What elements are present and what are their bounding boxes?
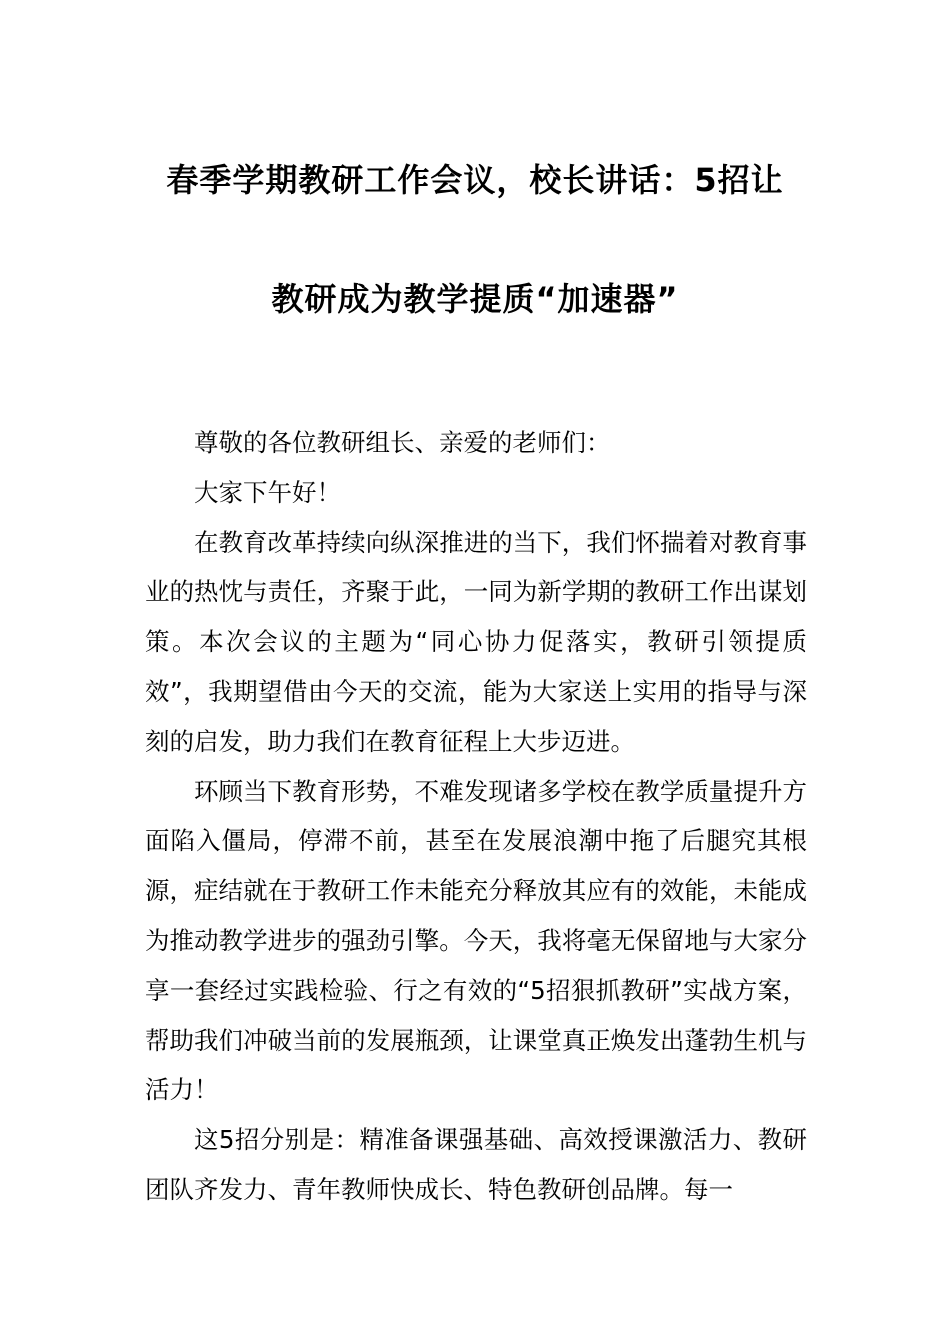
- document-body: [145, 418, 807, 1215]
- document-title-line-1: 春季学期教研工作会议，校长讲话：5招让: [166, 161, 784, 199]
- salutation-paragraph: 尊敬的各位教研组长、亲爱的老师们：: [194, 428, 611, 457]
- intro-paragraph: 在教育改革持续向纵深推进的当下，我们怀揣着对教育事业的热忱与责任，齐聚于此，一同为新学期的教研工作出谋划策。本次会议的主题为“同心协力促落实，教研引领提质效”，我期望借由今天的交流，能为大家送上实用的指导与深刻的启发，助力我们在教育征程上大步迈进。: [145, 527, 807, 756]
- five-strategies-paragraph: 这5招分别是：精准备课强基础、高效授课激活力、教研团队齐发力、青年教师快成长、特色教研创品牌。每一: [145, 1125, 807, 1204]
- document-title-line-2: 教研成为教学提质“加速器”: [271, 280, 679, 318]
- context-paragraph: 环顾当下教育形势，不难发现诸多学校在教学质量提升方面陷入僵局，停滞不前，甚至在发展浪潮中拖了后腿究其根源，症结就在于教研工作未能充分释放其应有的效能，未能成为推动教学进步的强劲引擎。今天，我将毫无保留地与大家分享一套经过实践检验、行之有效的“5招狠抓教研”实战方案，帮助我们冲破当前的发展瓶颈，让课堂真正焕发出蓬勃生机与活力！: [145, 776, 807, 1105]
- greeting-paragraph: 大家下午好！: [194, 477, 341, 507]
